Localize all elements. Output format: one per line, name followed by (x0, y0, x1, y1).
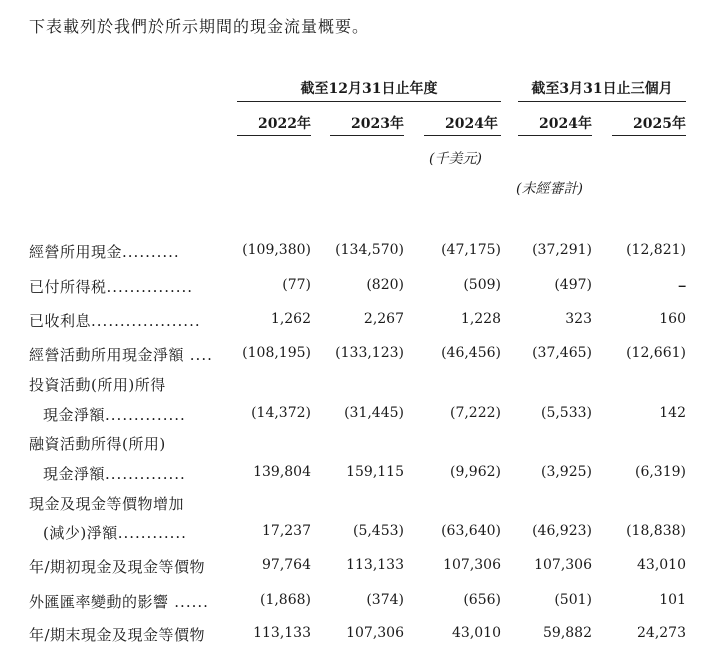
row-label-text: 已收利息 (29, 312, 92, 330)
year-rule-2 (330, 135, 404, 136)
cell-value: (12,821) (626, 242, 686, 258)
cell-value: (14,372) (251, 405, 311, 421)
year-rule-4 (518, 135, 592, 136)
cell-value: 59,882 (543, 625, 592, 641)
cell-value: 43,010 (452, 625, 501, 641)
cell-value: 113,133 (253, 625, 311, 641)
cell-value: (7,222) (449, 405, 501, 421)
group-header-annual: 截至12月31日止年度 (300, 81, 438, 97)
row-leader-dots: .............. (105, 465, 186, 483)
cell-value: 142 (659, 405, 686, 421)
year-header-4: 2024年 (539, 116, 592, 132)
cell-value: 107,306 (346, 625, 404, 641)
row-label-text: 現金及現金等價物增加 (29, 495, 185, 513)
year-rule-5 (612, 135, 686, 136)
row-label (29, 624, 205, 645)
group-rule-annual (237, 101, 501, 102)
cell-value: (509) (463, 277, 501, 293)
row-label-text: 外匯匯率變動的影響 (29, 593, 169, 611)
row-label-text: 已付所得税 (29, 278, 107, 296)
cell-value: 1,262 (270, 311, 311, 327)
cell-value: (501) (554, 592, 592, 608)
cell-value: 107,306 (534, 557, 592, 573)
cell-value: 43,010 (637, 557, 686, 573)
cell-value: (5,453) (352, 523, 404, 539)
row-label-text: 融資活動所得(所用) (29, 435, 166, 453)
cell-value: (5,533) (540, 405, 592, 421)
year-rule-1 (237, 135, 311, 136)
cell-value: (63,640) (441, 523, 501, 539)
row-leader-dots: .............. (105, 406, 186, 424)
cell-value: – (678, 277, 686, 293)
row-label (29, 344, 213, 365)
row-label (29, 433, 166, 454)
row-leader-dots: ................... (91, 312, 201, 330)
cell-value: (108,195) (242, 345, 311, 361)
cell-value: (31,445) (344, 405, 404, 421)
row-leader-dots: ...... (168, 593, 209, 611)
row-label (29, 276, 193, 297)
cell-value: (109,380) (242, 242, 311, 258)
cell-value: 159,115 (346, 464, 404, 480)
cell-value: (133,123) (335, 345, 404, 361)
row-leader-dots: .......... (122, 243, 180, 261)
row-label-text: 經營活動所用現金淨額 (29, 346, 185, 364)
row-label (29, 493, 184, 514)
row-label-text: 經營所用現金 (29, 243, 123, 261)
cell-value: (37,291) (532, 242, 592, 258)
row-label-text: 年/期末現金及現金等價物 (29, 626, 206, 644)
row-label (43, 404, 186, 425)
year-rule-3 (424, 135, 501, 136)
row-label (29, 374, 166, 395)
cell-value: (46,456) (441, 345, 501, 361)
cell-value: (18,838) (626, 523, 686, 539)
year-header-2: 2023年 (351, 116, 404, 132)
row-leader-dots: ............... (106, 278, 194, 296)
unaudited-note: (未經審計) (516, 181, 583, 197)
cell-value: (46,923) (532, 523, 592, 539)
cell-value: 17,237 (262, 523, 311, 539)
cell-value: (6,319) (634, 464, 686, 480)
year-header-3: 2024年 (445, 116, 498, 132)
row-label (43, 463, 186, 484)
row-label (29, 591, 209, 612)
cell-value: (497) (554, 277, 592, 293)
cell-value: (77) (282, 277, 311, 293)
row-label (29, 241, 180, 262)
cell-value: 139,804 (253, 464, 311, 480)
year-header-1: 2022年 (258, 116, 311, 132)
cell-value: 2,267 (363, 311, 404, 327)
cell-value: 24,273 (637, 625, 686, 641)
cell-value: 97,764 (262, 557, 311, 573)
cell-value: 101 (659, 592, 686, 608)
intro-text: 下表載列於我們於所示期間的現金流量概要。 (29, 17, 370, 36)
row-label-text: 現金淨額 (43, 465, 106, 483)
cell-value: (656) (463, 592, 501, 608)
row-label-text: 投資活動(所用)所得 (29, 376, 166, 394)
row-label (29, 310, 201, 331)
cell-value: 160 (659, 311, 686, 327)
row-label (29, 556, 205, 577)
cell-value: 113,133 (346, 557, 404, 573)
cell-value: (3,925) (540, 464, 592, 480)
row-label-text: (減少)淨額 (43, 524, 118, 542)
group-header-quarter: 截至3月31日止三個月 (531, 81, 673, 97)
cell-value: (37,465) (532, 345, 592, 361)
year-header-5: 2025年 (633, 116, 686, 132)
cell-value: 1,228 (460, 311, 501, 327)
cell-value: (9,962) (449, 464, 501, 480)
cell-value: (134,570) (335, 242, 404, 258)
unit-note: (千美元) (429, 151, 482, 167)
cell-value: 107,306 (443, 557, 501, 573)
cell-value: (374) (366, 592, 404, 608)
row-label-text: 現金淨額 (43, 406, 106, 424)
row-label (43, 522, 187, 543)
row-leader-dots: .... (184, 346, 213, 364)
cell-value: 323 (565, 311, 592, 327)
cell-value: (820) (366, 277, 404, 293)
row-label-text: 年/期初現金及現金等價物 (29, 558, 206, 576)
cell-value: (1,868) (259, 592, 311, 608)
row-leader-dots: ............ (117, 524, 187, 542)
group-rule-quarter (518, 101, 686, 102)
cell-value: (47,175) (441, 242, 501, 258)
cell-value: (12,661) (626, 345, 686, 361)
